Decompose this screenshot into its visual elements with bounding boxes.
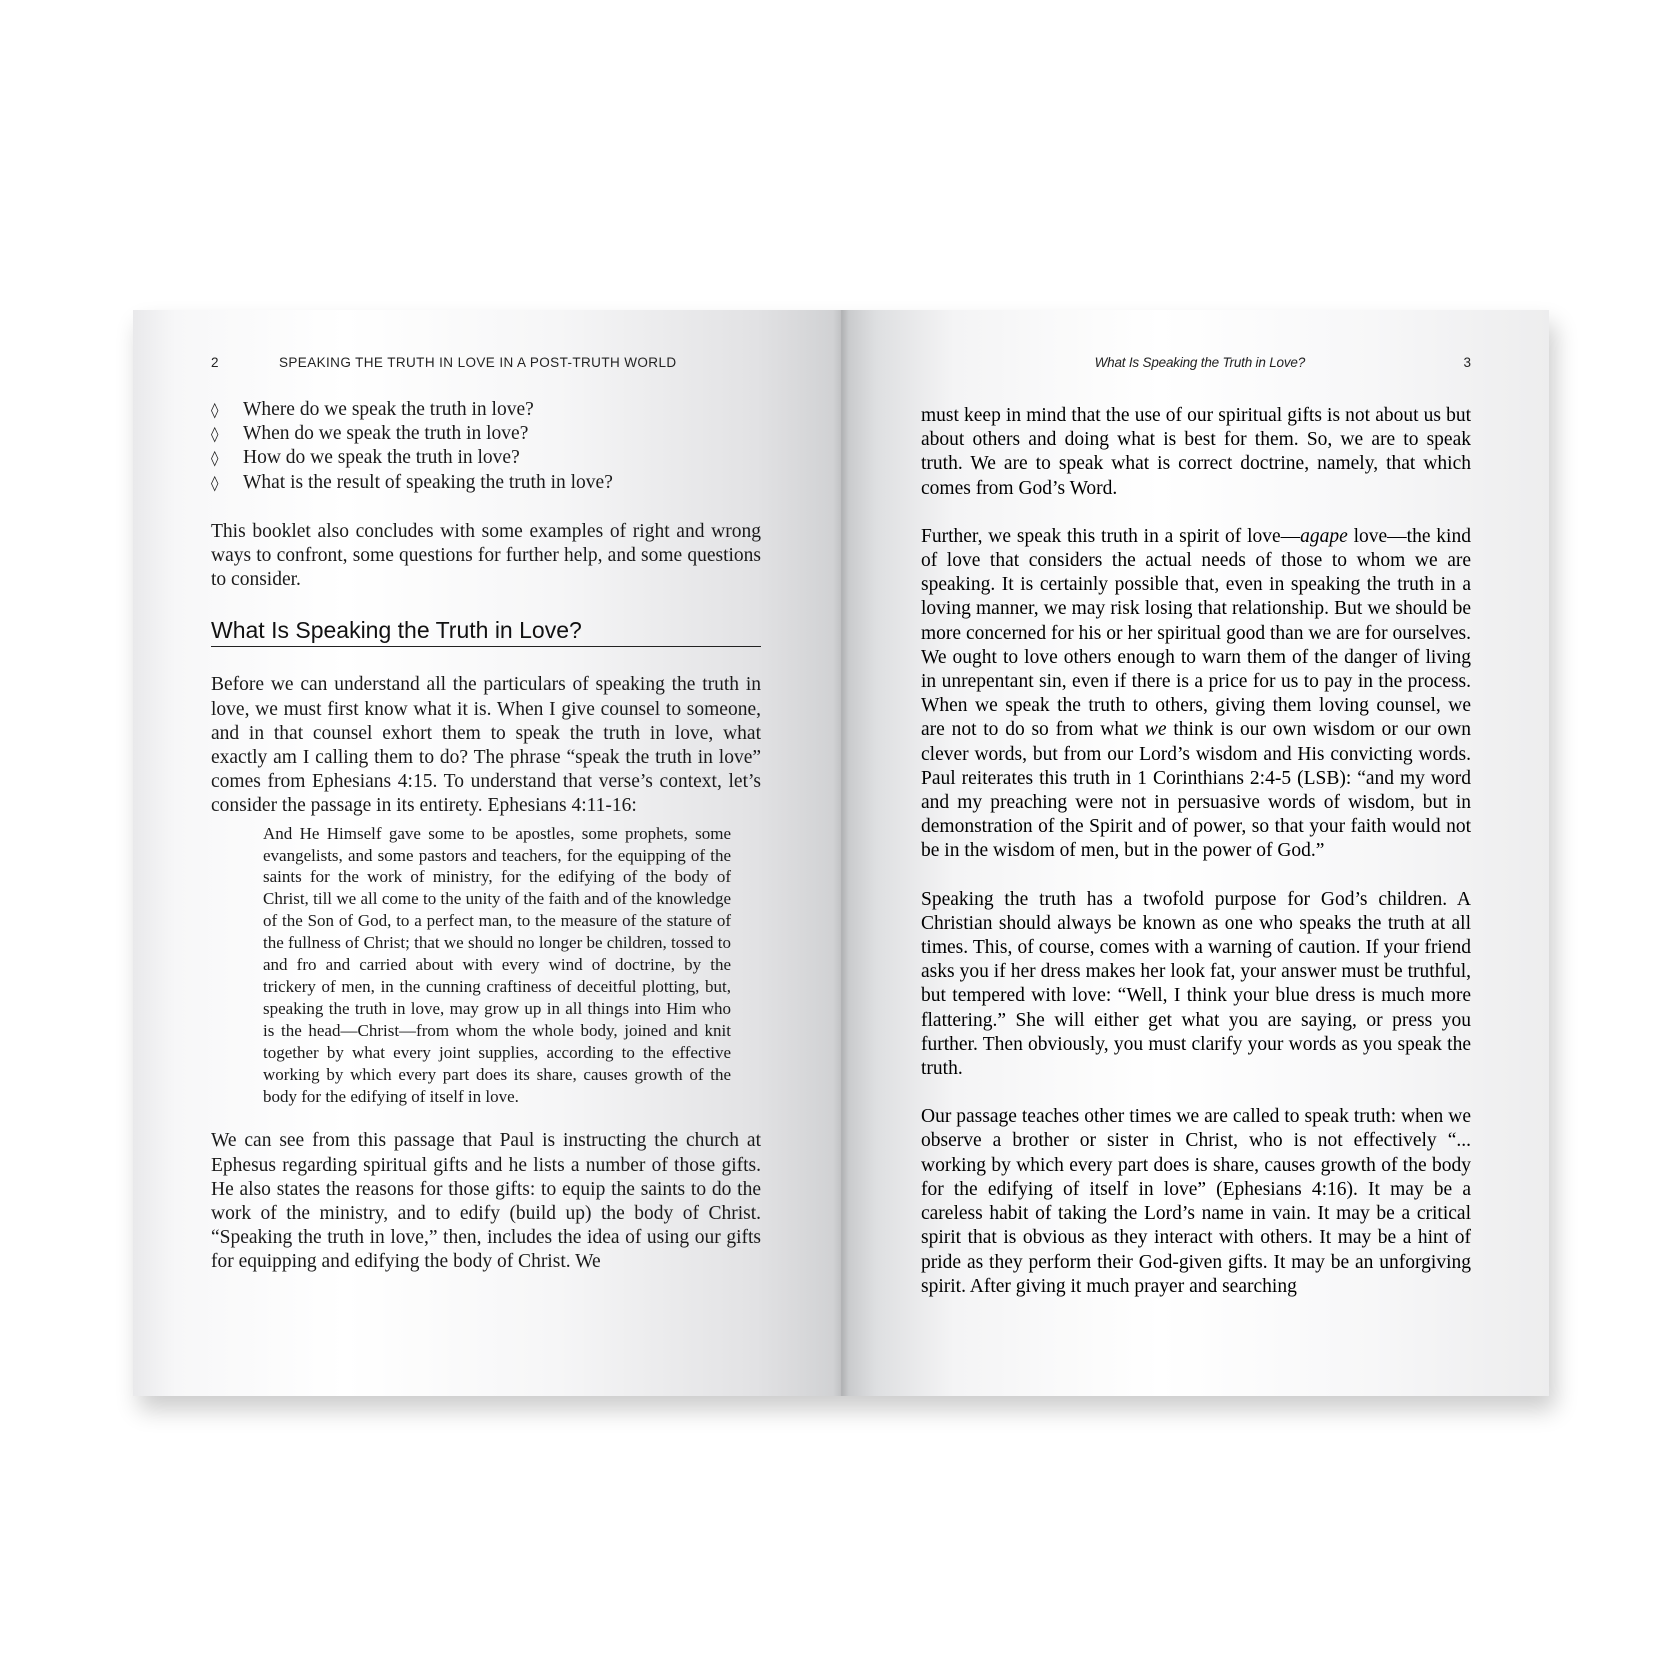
left-page xyxy=(133,310,841,1396)
question-list xyxy=(211,398,761,495)
list-item: ◊ Where do we speak the truth in love? xyxy=(211,398,761,422)
list-item: ◊ What is the result of speaking the truth in love? xyxy=(211,471,761,495)
list-item: ◊ How do we speak the truth in love? xyxy=(211,446,761,470)
intro-paragraph: This booklet also concludes with some examples of right and wrong ways to confront, some questions for further help, and some questions to consider. xyxy=(211,520,761,591)
scripture-quote xyxy=(263,823,731,1108)
diamond-bullet-icon: ◊ xyxy=(211,401,219,419)
section-heading: What Is Speaking the Truth in Love? xyxy=(211,616,761,647)
diamond-bullet-icon: ◊ xyxy=(211,425,219,444)
body-paragraph: Before we can understand all the particulars of speaking the truth in love, we must first know what it is. When I give counsel to someone, and in that counsel exhort them to speak the truth in love, what exactly am I calling them to do? The phrase “speak the truth in love” comes from Ephesians 4:15. To understand that verse’s context, let’s consider the passage in its entirety. Ephesians 4:11-16: xyxy=(211,674,761,817)
diamond-bullet-icon: ◊ xyxy=(211,449,219,468)
running-head-right: What Is Speaking the Truth in Love? xyxy=(1094,355,1305,370)
left-page-body xyxy=(211,398,761,1275)
quote-text: And He Himself gave some to be apostles, some prophets, some evangelists, and some pastors and teachers, for the equipping of the saints for the work of ministry, for the edifying of the body of Christ, till we all come to the unity of the faith and of the knowledge of the Son of God, to a perfect man, to the measure of the stature of the fullness of Christ; that we should no longer be children, tossed to and fro and carried about with every wind of doctrine, by the trickery of men, in the cunning craftiness of deceitful plotting, but, speaking the truth in love, may grow up in all things into Him who is the head—Christ—from whom the whole body, joined and knit together by what every joint supplies, according to the effective working by which every part does its share, causes growth of the body for the edifying of itself in love. xyxy=(263,823,731,1106)
page-number-right: 3 xyxy=(1463,355,1471,370)
list-item: ◊ When do we speak the truth in love? xyxy=(211,422,761,446)
body-paragraph: must keep in mind that the use of our spiritual gifts is not about us but about others and doing what is best for them. So, we are to speak truth. We are to speak what is correct doctrine, namely, that which comes from God’s Word. xyxy=(921,405,1471,499)
body-paragraph: Our passage teaches other times we are called to speak truth: when we observe a brother or sister in Christ, who is not effectively “... working by which every part does is share, causes growth of the body for the edifying of itself in love” (Ephesians 4:16). It may be a careless habit of taking the Lord’s name in vain. It may be a critical spirit that is obvious as they interact with others. It may be a hint of pride as they perform their God-given gifts. It may be an unforgiving spirit. After giving it much prayer and searching xyxy=(921,1106,1471,1297)
diamond-bullet-icon: ◊ xyxy=(211,473,219,492)
right-page-body xyxy=(921,404,1471,1299)
body-paragraph: Speaking the truth has a twofold purpose for God’s children. A Christian should always be known as one who speaks the truth at all times. This, of course, comes with a warning of caution. If your friend asks you if her dress makes her look fat, your answer must be truthful, but tempered with love: “Well, I think your blue dress is much more flattering.” She will either get what you are saying, or press you further. Then obviously, you must clarify your words as you speak the truth. xyxy=(921,888,1471,1080)
book-spread xyxy=(133,310,1549,1396)
body-paragraph: We can see from this passage that Paul is instructing the church at Ephesus regarding spiritual gifts and he lists a number of those gifts. He also states the reasons for those gifts: to equip the saints to do the work of the ministry, and to edify (build up) the body of Christ. “Speaking the truth in love,” then, includes the idea of using our gifts for equipping and edifying the body of Christ. We xyxy=(211,1130,761,1273)
page-number-left: 2 xyxy=(211,355,219,370)
running-head-left: SPEAKING THE TRUTH IN LOVE IN A POST-TRUTH WORLD xyxy=(279,355,677,370)
body-paragraph: Further, we speak this truth in a spirit of love—agape love—the kind of love that considers the actual needs of those to whom we are speaking. It is certainly possible that, even in speaking the truth in a loving manner, we may risk losing that relationship. But we should be more concerned for his or her spiritual good than we are for ourselves. We ought to love others enough to warn them of the danger of living in unrepentant sin, even if there is a price for us to pay in the process. When we speak the truth to others, giving them loving counsel, we are not to do so from what we think is our own wisdom or our own clever words, but from our Lord’s wisdom and His convicting words. Paul reiterates this truth in 1 Corinthians 2:4-5 (LSB): “and my word and my preaching were not in persuasive words of wisdom, but in demonstration of the Spirit and of power, so that your faith would not be in the wisdom of men, but in the power of God.” xyxy=(921,525,1471,862)
